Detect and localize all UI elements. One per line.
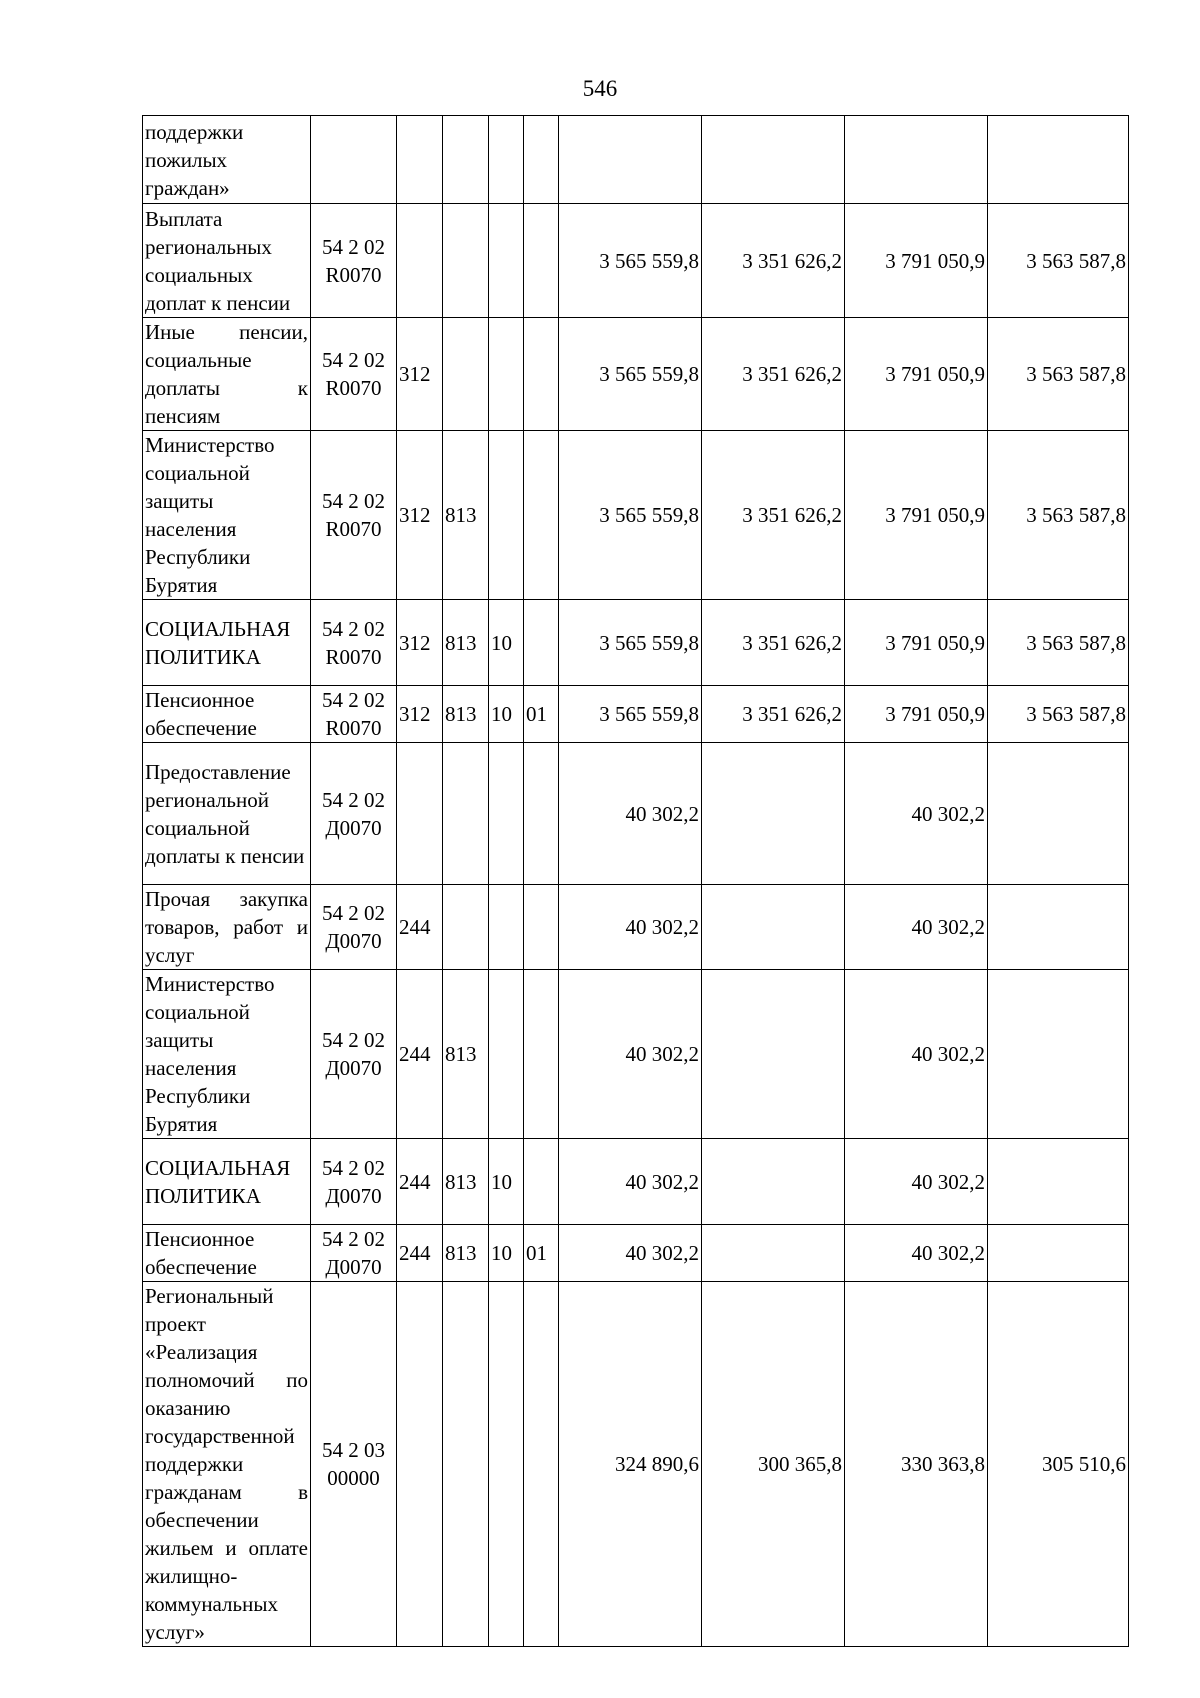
row-value-2 (702, 970, 845, 1139)
table-row (143, 204, 1129, 318)
row-value-4 (988, 116, 1129, 204)
row-value-3: 3 791 050,9 (845, 600, 988, 686)
table-row (143, 1139, 1129, 1225)
row-section (489, 318, 524, 431)
row-section (489, 743, 524, 885)
table-row (143, 431, 1129, 600)
row-value-1: 3 565 559,8 (559, 686, 702, 743)
row-value-3: 3 791 050,9 (845, 204, 988, 318)
row-grbs: 813 (443, 1225, 489, 1282)
row-expense-type: 244 (397, 970, 443, 1139)
row-value-2: 3 351 626,2 (702, 431, 845, 600)
row-grbs (443, 116, 489, 204)
row-target-code: 54 2 02 Д0070 (311, 1139, 397, 1225)
row-subsection (524, 431, 559, 600)
row-expense-type (397, 1282, 443, 1647)
row-name: Выплата региональных социальных доплат к пенсии (143, 204, 311, 318)
row-section (489, 970, 524, 1139)
row-value-4 (988, 1225, 1129, 1282)
row-name: Предоставление региональной социальной доплаты к пенсии (143, 743, 311, 885)
table-body (143, 116, 1129, 1647)
row-value-4: 3 563 587,8 (988, 686, 1129, 743)
row-value-2 (702, 885, 845, 970)
row-value-3: 40 302,2 (845, 885, 988, 970)
row-value-4: 3 563 587,8 (988, 318, 1129, 431)
row-grbs (443, 1282, 489, 1647)
row-value-3: 3 791 050,9 (845, 686, 988, 743)
row-section: 10 (489, 1225, 524, 1282)
row-subsection (524, 1139, 559, 1225)
row-value-4: 3 563 587,8 (988, 204, 1129, 318)
row-value-2: 3 351 626,2 (702, 600, 845, 686)
row-expense-type: 312 (397, 600, 443, 686)
table-row (143, 318, 1129, 431)
row-expense-type: 244 (397, 885, 443, 970)
row-target-code (311, 116, 397, 204)
row-subsection (524, 204, 559, 318)
row-grbs: 813 (443, 970, 489, 1139)
row-value-4 (988, 970, 1129, 1139)
row-expense-type: 312 (397, 686, 443, 743)
row-name: Прочая закупка товаров, работ и услуг (143, 885, 311, 970)
row-value-2: 3 351 626,2 (702, 318, 845, 431)
row-value-4: 3 563 587,8 (988, 600, 1129, 686)
table-row (143, 1282, 1129, 1647)
row-name: СОЦИАЛЬНАЯ ПОЛИТИКА (143, 1139, 311, 1225)
row-subsection: 01 (524, 1225, 559, 1282)
row-grbs (443, 204, 489, 318)
table-row (143, 600, 1129, 686)
row-value-3: 3 791 050,9 (845, 431, 988, 600)
row-value-3: 40 302,2 (845, 970, 988, 1139)
row-value-1: 324 890,6 (559, 1282, 702, 1647)
row-value-3: 330 363,8 (845, 1282, 988, 1647)
row-grbs: 813 (443, 686, 489, 743)
row-subsection (524, 885, 559, 970)
row-section: 10 (489, 686, 524, 743)
page-number: 546 (582, 76, 618, 101)
row-section (489, 431, 524, 600)
row-name: Министерство социальной защиты населения Республики Бурятия (143, 431, 311, 600)
row-name: Иные пенсии, социальные доплаты к пенсиям (143, 318, 311, 431)
row-value-4 (988, 743, 1129, 885)
row-grbs: 813 (443, 431, 489, 600)
row-grbs (443, 318, 489, 431)
row-value-4 (988, 1139, 1129, 1225)
row-subsection (524, 743, 559, 885)
row-value-3: 40 302,2 (845, 1225, 988, 1282)
row-value-4 (988, 885, 1129, 970)
row-value-1: 40 302,2 (559, 743, 702, 885)
row-target-code: 54 2 02 R0070 (311, 686, 397, 743)
row-value-1: 40 302,2 (559, 885, 702, 970)
row-expense-type: 312 (397, 318, 443, 431)
row-target-code: 54 2 02 R0070 (311, 204, 397, 318)
row-section (489, 885, 524, 970)
row-target-code: 54 2 02 R0070 (311, 431, 397, 600)
row-value-1: 3 565 559,8 (559, 431, 702, 600)
row-value-1 (559, 116, 702, 204)
row-subsection: 01 (524, 686, 559, 743)
row-grbs (443, 885, 489, 970)
row-value-2 (702, 743, 845, 885)
budget-table (142, 115, 1129, 1647)
row-section (489, 204, 524, 318)
row-name: Пенсионное обеспечение (143, 1225, 311, 1282)
row-target-code: 54 2 02 Д0070 (311, 1225, 397, 1282)
row-expense-type (397, 204, 443, 318)
row-target-code: 54 2 02 Д0070 (311, 885, 397, 970)
row-value-2: 3 351 626,2 (702, 204, 845, 318)
row-value-2: 300 365,8 (702, 1282, 845, 1647)
row-section: 10 (489, 1139, 524, 1225)
row-value-1: 40 302,2 (559, 970, 702, 1139)
row-expense-type: 244 (397, 1139, 443, 1225)
row-grbs: 813 (443, 600, 489, 686)
row-value-2 (702, 1139, 845, 1225)
row-section (489, 1282, 524, 1647)
table-row (143, 116, 1129, 204)
row-subsection (524, 600, 559, 686)
row-value-1: 3 565 559,8 (559, 600, 702, 686)
row-target-code: 54 2 02 Д0070 (311, 970, 397, 1139)
row-name: поддержки пожилых граждан» (143, 116, 311, 204)
row-name: Министерство социальной защиты населения Республики Бурятия (143, 970, 311, 1139)
row-grbs (443, 743, 489, 885)
row-value-1: 40 302,2 (559, 1225, 702, 1282)
row-name: СОЦИАЛЬНАЯ ПОЛИТИКА (143, 600, 311, 686)
row-subsection (524, 318, 559, 431)
row-grbs: 813 (443, 1139, 489, 1225)
row-expense-type (397, 743, 443, 885)
row-section (489, 116, 524, 204)
row-value-2: 3 351 626,2 (702, 686, 845, 743)
row-subsection (524, 1282, 559, 1647)
row-value-1: 3 565 559,8 (559, 204, 702, 318)
row-target-code: 54 2 02 Д0070 (311, 743, 397, 885)
row-name: Пенсионное обеспечение (143, 686, 311, 743)
table-row (143, 885, 1129, 970)
row-value-2 (702, 1225, 845, 1282)
table-row (143, 970, 1129, 1139)
row-value-4: 3 563 587,8 (988, 431, 1129, 600)
table-row (143, 1225, 1129, 1282)
table-row (143, 686, 1129, 743)
table-row (143, 743, 1129, 885)
row-value-3: 40 302,2 (845, 1139, 988, 1225)
row-value-1: 3 565 559,8 (559, 318, 702, 431)
row-value-4: 305 510,6 (988, 1282, 1129, 1647)
row-target-code: 54 2 02 R0070 (311, 318, 397, 431)
row-section: 10 (489, 600, 524, 686)
row-value-3: 3 791 050,9 (845, 318, 988, 431)
row-expense-type: 312 (397, 431, 443, 600)
row-value-2 (702, 116, 845, 204)
row-expense-type (397, 116, 443, 204)
row-target-code: 54 2 03 00000 (311, 1282, 397, 1647)
row-subsection (524, 970, 559, 1139)
row-expense-type: 244 (397, 1225, 443, 1282)
row-target-code: 54 2 02 R0070 (311, 600, 397, 686)
row-name: Региональный проект «Реализация полномочий по оказанию государственной поддержки гражданам в обеспечении жильем и оплате жилищно-коммунальных услуг» (143, 1282, 311, 1647)
row-value-1: 40 302,2 (559, 1139, 702, 1225)
row-value-3 (845, 116, 988, 204)
row-value-3: 40 302,2 (845, 743, 988, 885)
row-subsection (524, 116, 559, 204)
